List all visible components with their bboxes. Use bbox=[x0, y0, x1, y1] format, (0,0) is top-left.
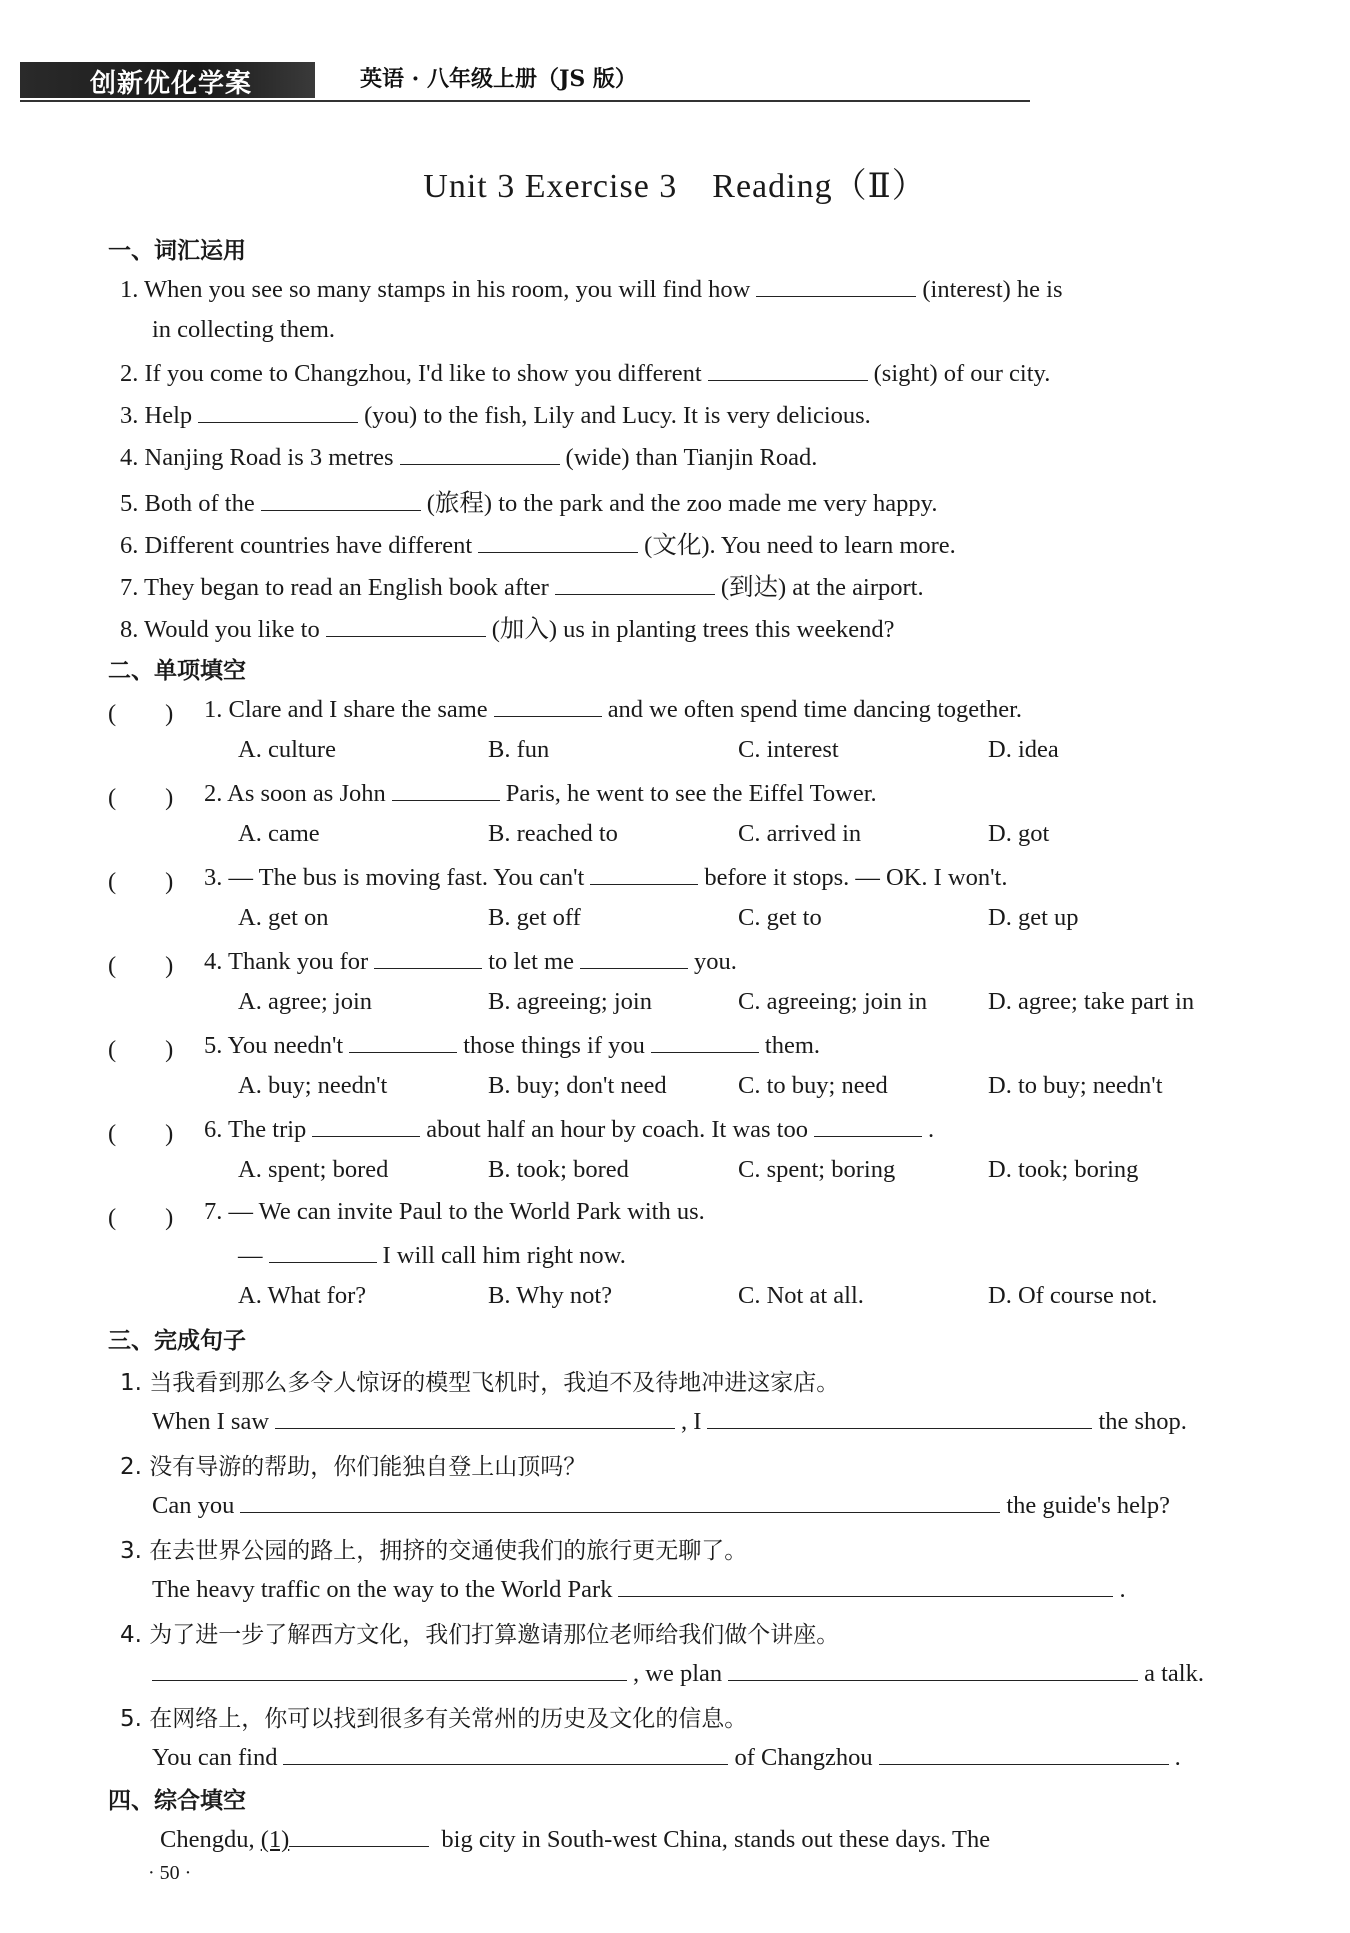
option-b: B. get off bbox=[488, 904, 581, 931]
option-d: D. got bbox=[988, 820, 1050, 847]
question-hint: (加入) us in planting trees this weekend? bbox=[491, 616, 895, 643]
answer-blank bbox=[269, 1240, 377, 1263]
answer-blank[interactable] bbox=[283, 1742, 728, 1765]
question-hint: (旅程) to the park and the zoo made me very happy. bbox=[426, 490, 938, 517]
sentence-text: of Changzhou bbox=[734, 1744, 873, 1771]
question-text: 3. Help bbox=[120, 402, 193, 429]
answer-blank[interactable] bbox=[152, 1658, 627, 1681]
book-title: 英语 · 八年级上册（JS 版） bbox=[360, 66, 637, 92]
question-text: them. bbox=[764, 1032, 821, 1059]
question-text: about half an hour by coach. It was too bbox=[426, 1116, 808, 1143]
answer-blank[interactable] bbox=[756, 274, 916, 297]
sentence-2-chinese: 2. 没有导游的帮助，你们能独自登上山顶吗？ bbox=[120, 1454, 587, 1480]
answer-blank[interactable] bbox=[708, 358, 868, 381]
sentence-1-english bbox=[152, 1406, 1187, 1436]
option-a: A. agree; join bbox=[238, 988, 373, 1015]
answer-parenthesis[interactable]: ( ) bbox=[108, 868, 174, 895]
answer-blank[interactable] bbox=[240, 1490, 1000, 1513]
answer-parenthesis[interactable]: ( ) bbox=[108, 1120, 174, 1147]
option-d: D. to buy; needn't bbox=[988, 1072, 1163, 1099]
answer-blank bbox=[374, 946, 482, 969]
dash: — bbox=[238, 1242, 263, 1269]
question-text: you. bbox=[693, 948, 737, 975]
sentence-text: , we plan bbox=[633, 1660, 723, 1687]
section-heading-vocab: 一、词汇运用 bbox=[108, 238, 246, 264]
question-text: . bbox=[927, 1116, 935, 1143]
answer-blank[interactable] bbox=[275, 1406, 675, 1429]
option-b: B. reached to bbox=[488, 820, 618, 847]
option-b: B. buy; don't need bbox=[488, 1072, 667, 1099]
sentence-text: You can find bbox=[152, 1744, 278, 1771]
answer-blank bbox=[651, 1030, 759, 1053]
vocab-item-6 bbox=[120, 526, 956, 561]
vocab-item-4 bbox=[120, 442, 817, 472]
answer-blank[interactable] bbox=[707, 1406, 1092, 1429]
option-b: B. Why not? bbox=[488, 1282, 613, 1309]
page-title: Unit 3 Exercise 3 Reading（Ⅱ） bbox=[423, 168, 927, 205]
mc-question-7: 7. — We can invite Paul to the World Park with us. bbox=[204, 1198, 705, 1225]
sentence-2-english bbox=[152, 1490, 1170, 1520]
answer-blank bbox=[580, 946, 688, 969]
option-c: C. Not at all. bbox=[738, 1282, 864, 1309]
option-b: B. fun bbox=[488, 736, 550, 763]
option-a: A. buy; needn't bbox=[238, 1072, 388, 1099]
vocab-item-3 bbox=[120, 400, 871, 430]
question-text: 1. Clare and I share the same bbox=[204, 696, 488, 723]
section-heading-cloze: 四、综合填空 bbox=[108, 1788, 246, 1814]
answer-blank bbox=[349, 1030, 457, 1053]
vocab-item-1-cont: in collecting them. bbox=[152, 316, 336, 343]
sentence-1-chinese: 1. 当我看到那么多令人惊讶的模型飞机时，我迫不及待地冲进这家店。 bbox=[120, 1370, 840, 1396]
answer-blank bbox=[312, 1114, 420, 1137]
option-d: D. agree; take part in bbox=[988, 988, 1195, 1015]
question-hint: (interest) he is bbox=[922, 276, 1063, 303]
question-text: 8. Would you like to bbox=[120, 616, 320, 643]
option-d: D. Of course not. bbox=[988, 1282, 1158, 1309]
question-text: 2. If you come to Changzhou, I'd like to show you different bbox=[120, 360, 702, 387]
mc-question-3 bbox=[204, 862, 1007, 892]
option-c: C. get to bbox=[738, 904, 822, 931]
mc-question-2 bbox=[204, 778, 877, 808]
mc-question-1 bbox=[204, 694, 1022, 724]
question-text: 6. The trip bbox=[204, 1116, 307, 1143]
mc-question-5 bbox=[204, 1030, 820, 1060]
option-c: C. agreeing; join in bbox=[738, 988, 928, 1015]
option-c: C. interest bbox=[738, 736, 839, 763]
sentence-text: , I bbox=[681, 1408, 702, 1435]
sentence-text: the guide's help? bbox=[1006, 1492, 1170, 1519]
question-text: 7. They began to read an English book after bbox=[120, 574, 549, 601]
cloze-text: Chengdu, bbox=[160, 1826, 255, 1853]
sentence-text: the shop. bbox=[1098, 1408, 1187, 1435]
option-c: C. spent; boring bbox=[738, 1156, 896, 1183]
page-header bbox=[20, 60, 1030, 102]
question-text: to let me bbox=[488, 948, 574, 975]
option-a: A. What for? bbox=[238, 1282, 367, 1309]
option-c: C. to buy; need bbox=[738, 1072, 888, 1099]
answer-blank[interactable] bbox=[326, 614, 486, 637]
sentence-3-chinese: 3. 在去世界公园的路上，拥挤的交通使我们的旅行更无聊了。 bbox=[120, 1538, 748, 1564]
question-hint: (you) to the fish, Lily and Lucy. It is very delicious. bbox=[364, 402, 871, 429]
option-d: D. idea bbox=[988, 736, 1059, 763]
answer-blank[interactable] bbox=[728, 1658, 1138, 1681]
sentence-text: The heavy traffic on the way to the World Park bbox=[152, 1576, 613, 1603]
option-a: A. culture bbox=[238, 736, 336, 763]
section-heading-complete-sentences: 三、完成句子 bbox=[108, 1328, 246, 1354]
question-text: 4. Nanjing Road is 3 metres bbox=[120, 444, 394, 471]
question-hint: (sight) of our city. bbox=[873, 360, 1051, 387]
answer-blank bbox=[392, 778, 500, 801]
answer-blank bbox=[590, 862, 698, 885]
answer-blank[interactable] bbox=[289, 1824, 429, 1847]
sentence-4-english bbox=[152, 1658, 1204, 1688]
question-text: 1. When you see so many stamps in his room, you will find how bbox=[120, 276, 751, 303]
option-a: A. came bbox=[238, 820, 320, 847]
option-a: A. spent; bored bbox=[238, 1156, 389, 1183]
sentence-5-english bbox=[152, 1742, 1181, 1772]
question-text: Paris, he went to see the Eiffel Tower. bbox=[505, 780, 877, 807]
answer-blank[interactable] bbox=[478, 530, 638, 553]
sentence-text: a talk. bbox=[1144, 1660, 1204, 1687]
option-c: C. arrived in bbox=[738, 820, 862, 847]
answer-parenthesis[interactable]: ( ) bbox=[108, 952, 174, 979]
option-d: D. took; boring bbox=[988, 1156, 1139, 1183]
answer-blank bbox=[494, 694, 602, 717]
sentence-3-english bbox=[152, 1574, 1126, 1604]
vocab-item-8 bbox=[120, 610, 895, 645]
page-number: · 50 · bbox=[148, 1862, 192, 1884]
question-text: 4. Thank you for bbox=[204, 948, 369, 975]
answer-blank[interactable] bbox=[618, 1574, 1113, 1597]
sentence-text: . bbox=[1119, 1576, 1126, 1603]
question-text: 6. Different countries have different bbox=[120, 532, 473, 559]
vocab-item-5 bbox=[120, 484, 937, 519]
answer-parenthesis[interactable]: ( ) bbox=[108, 784, 174, 811]
option-d: D. get up bbox=[988, 904, 1079, 931]
question-text: 2. As soon as John bbox=[204, 780, 386, 807]
question-text: I will call him right now. bbox=[382, 1242, 626, 1269]
answer-parenthesis[interactable]: ( ) bbox=[108, 700, 174, 727]
answer-blank[interactable] bbox=[198, 400, 358, 423]
answer-parenthesis[interactable]: ( ) bbox=[108, 1036, 174, 1063]
question-text: 5. You needn't bbox=[204, 1032, 344, 1059]
sentence-text: Can you bbox=[152, 1492, 235, 1519]
question-hint: (文化). You need to learn more. bbox=[644, 532, 956, 559]
cloze-text: big city in South-west China, stands out these days. The bbox=[441, 1826, 991, 1853]
option-b: B. agreeing; join bbox=[488, 988, 652, 1015]
mc-question-4 bbox=[204, 946, 737, 976]
vocab-item-7 bbox=[120, 568, 924, 603]
sentence-5-chinese: 5. 在网络上，你可以找到很多有关常州的历史及文化的信息。 bbox=[120, 1706, 748, 1732]
cloze-blank-number: (1) bbox=[260, 1826, 290, 1853]
header-divider bbox=[20, 100, 1030, 102]
mc-question-7-reply bbox=[238, 1240, 626, 1270]
cloze-passage-line bbox=[160, 1824, 990, 1854]
option-b: B. took; bored bbox=[488, 1156, 629, 1183]
sentence-text: When I saw bbox=[152, 1408, 270, 1435]
question-hint: (wide) than Tianjin Road. bbox=[565, 444, 818, 471]
section-heading-multiple-choice: 二、单项填空 bbox=[108, 658, 246, 684]
brand-logo-text: 创新优化学案 bbox=[90, 69, 253, 99]
mc-question-6 bbox=[204, 1114, 934, 1144]
answer-blank[interactable] bbox=[261, 488, 421, 511]
question-text: those things if you bbox=[463, 1032, 645, 1059]
answer-blank bbox=[814, 1114, 922, 1137]
answer-parenthesis[interactable]: ( ) bbox=[108, 1204, 174, 1231]
question-text: 5. Both of the bbox=[120, 490, 255, 517]
answer-blank[interactable] bbox=[555, 572, 715, 595]
question-text: 3. — The bus is moving fast. You can't bbox=[204, 864, 585, 891]
option-a: A. get on bbox=[238, 904, 329, 931]
answer-blank[interactable] bbox=[400, 442, 560, 465]
vocab-item-1 bbox=[120, 274, 1063, 304]
answer-blank[interactable] bbox=[879, 1742, 1169, 1765]
vocab-item-2 bbox=[120, 358, 1050, 388]
sentence-text: . bbox=[1174, 1744, 1181, 1771]
sentence-4-chinese: 4. 为了进一步了解西方文化，我们打算邀请那位老师给我们做个讲座。 bbox=[120, 1622, 840, 1648]
question-hint: (到达) at the airport. bbox=[720, 574, 924, 601]
question-text: before it stops. — OK. I won't. bbox=[704, 864, 1008, 891]
question-text: and we often spend time dancing together. bbox=[607, 696, 1023, 723]
